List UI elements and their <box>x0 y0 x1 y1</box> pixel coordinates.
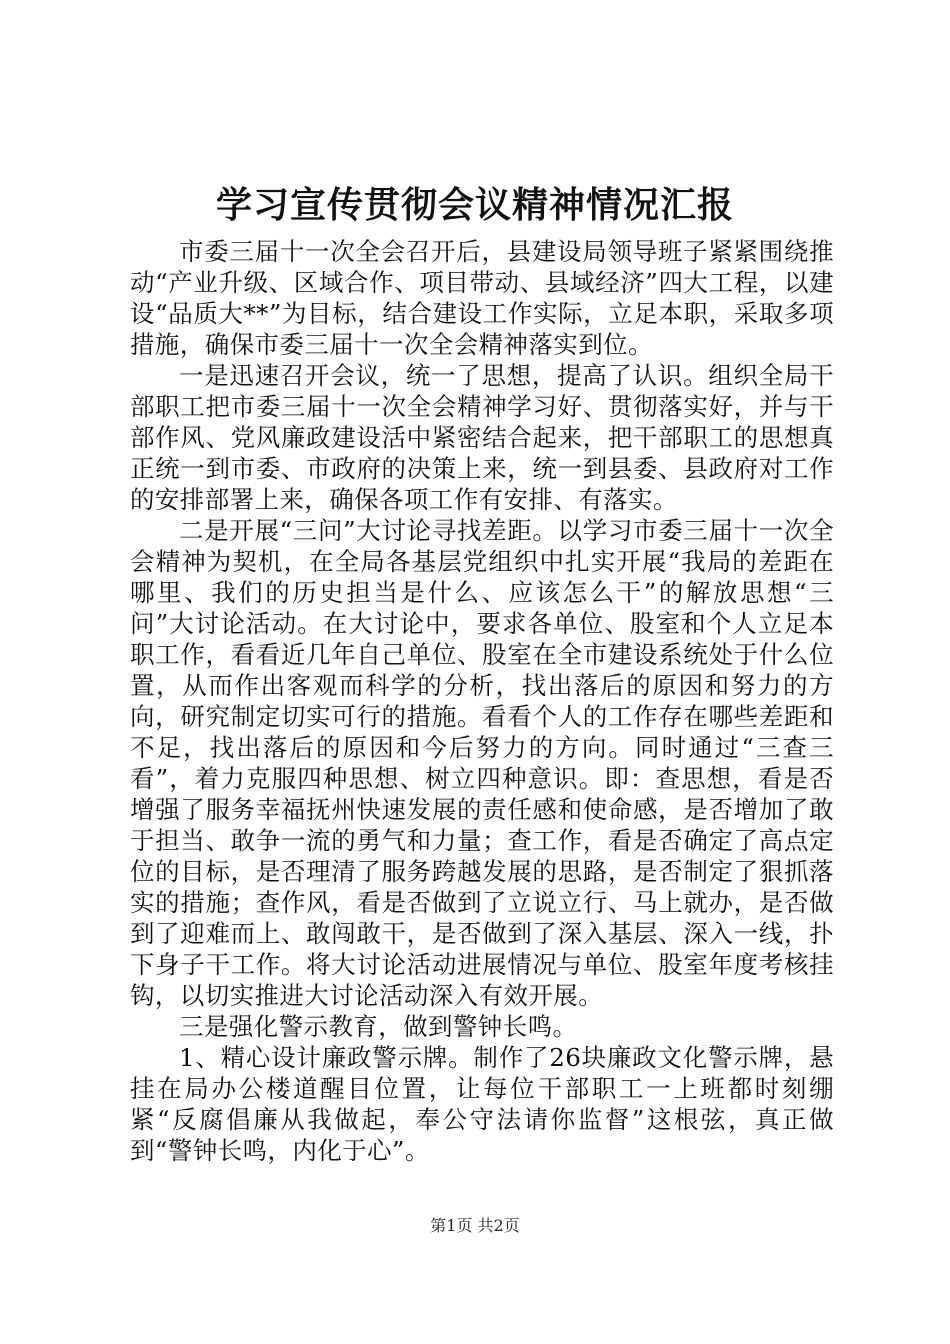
paragraph-item-one: 1、精心设计廉政警示牌。制作了26块廉政文化警示牌，悬挂在局办公楼道醒目位置，让每位干部职工一上班都时刻绷紧“反腐倡廉从我做起，奉公守法请你监督”这根弦，真正做到“警钟长鸣，内化于心”。 <box>130 1043 834 1165</box>
paragraph-point-two: 二是开展“三问”大讨论寻找差距。以学习市委三届十一次全会精神为契机，在全局各基层党组织中扎实开展“我局的差距在哪里、我们的历史担当是什么、应该怎么干”的解放思想“三问”大讨论活动。在大讨论中，要求各单位、股室和个人立足本职工作，看看近几年自己单位、股室在全市建设系统处于什么位置，从而作出客观而科学的分析，找出落后的原因和努力的方向，研究制定切实可行的措施。看看个人的工作存在哪些差距和不足，找出落后的原因和今后努力的方向。同时通过“三查三看”，着力克服四种思想、树立四种意识。即：查思想，看是否增强了服务幸福抚州快速发展的责任感和使命感，是否增加了敢于担当、敢争一流的勇气和力量；查工作，看是否确定了高点定位的目标，是否理清了服务跨越发展的思路，是否制定了狠抓落实的措施；查作风，看是否做到了立说立行、马上就办，是否做到了迎难而上、敢闯敢干，是否做到了深入基层、深入一线，扑下身子干工作。将大讨论活动进展情况与单位、股室年度考核挂钩，以切实推进大讨论活动深入有效开展。 <box>130 516 834 1010</box>
paragraph-intro: 市委三届十一次全会召开后，县建设局领导班子紧紧围绕推动“产业升级、区域合作、项目带动、县域经济”四大工程，以建设“品质大**”为目标，结合建设工作实际，立足本职，采取多项措施，确保市委三届十一次全会精神落实到位。 <box>130 237 834 359</box>
page-number-footer: 第1页 共2页 <box>430 1216 520 1235</box>
paragraph-point-one: 一是迅速召开会议，统一了思想，提高了认识。组织全局干部职工把市委三届十一次全会精神学习好、贯彻落实好，并与干部作风、党风廉政建设活中紧密结合起来，把干部职工的思想真正统一到市委、市政府的决策上来，统一到县委、县政府对工作的安排部署上来，确保各项工作有安排、有落实。 <box>130 361 834 514</box>
paragraph-point-three: 三是强化警示教育，做到警钟长鸣。 <box>179 1012 578 1041</box>
document-title: 学习宣传贯彻会议精神情况汇报 <box>215 185 734 226</box>
document-body <box>130 236 834 1166</box>
